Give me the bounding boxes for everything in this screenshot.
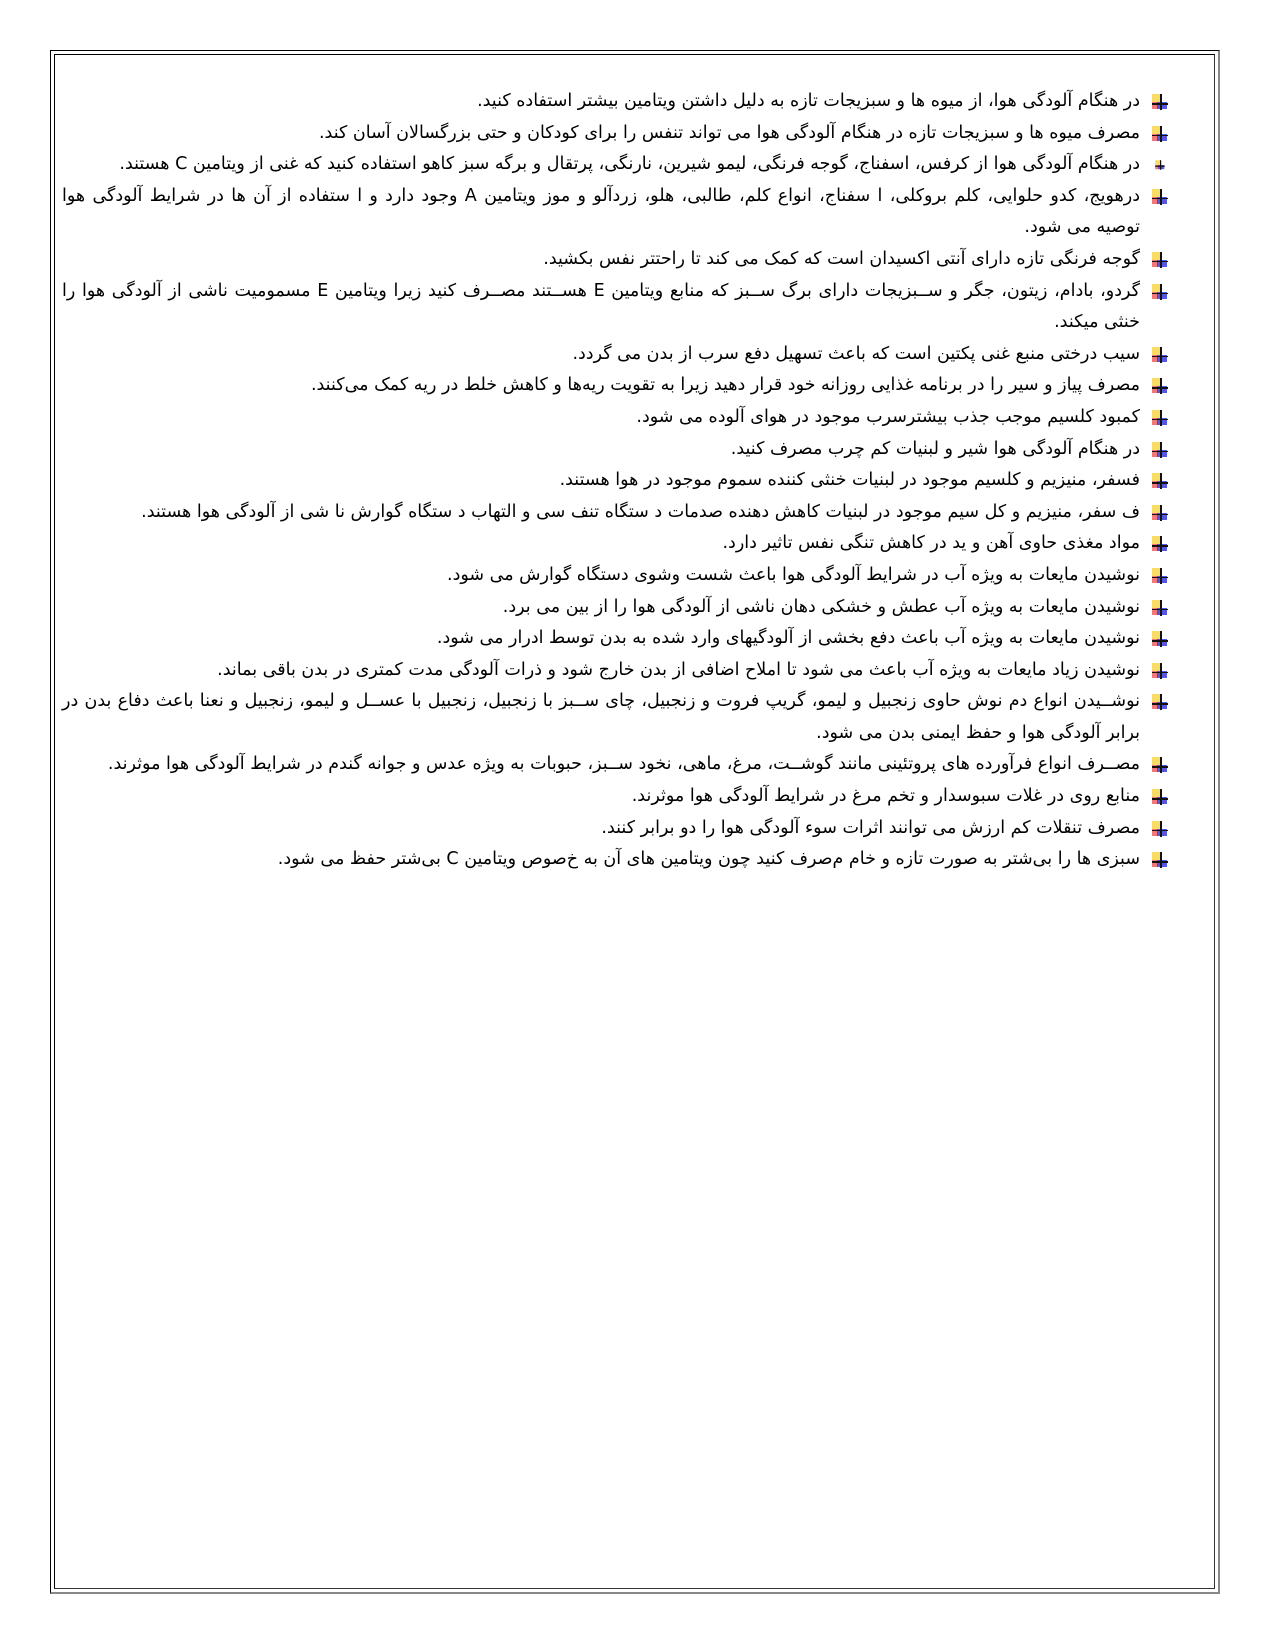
list-item	[62, 497, 1168, 529]
plus-square-bullet-icon	[1152, 757, 1168, 773]
tip-text: مواد مغذی حاوی آهن و ید در کاهش تنگی نفس تاثیر دارد.	[722, 533, 1140, 554]
list-item	[62, 181, 1168, 244]
list-item	[62, 276, 1168, 339]
list-item	[62, 118, 1168, 150]
tip-text: منابع روی در غلات سبوسدار و تخم مرغ در شرایط آلودگی هوا موثرند.	[631, 786, 1140, 807]
list-item	[62, 655, 1168, 687]
list-item	[62, 623, 1168, 655]
tip-text: فسفر، منیزیم و کلسیم موجود در لبنیات خنثی کننده سموم موجود در هوا هستند.	[559, 470, 1140, 491]
list-item	[62, 465, 1168, 497]
list-item	[62, 781, 1168, 813]
tip-text: درهویج، کدو حلوایی، کلم بروکلی، ا سفناج، انواع کلم، طالبی، هلو، زردآلو و موز ویتامین A وجود دارد و ا ستفاده از آن ها در شرایط آلودگی هوا توصیه می شود.	[62, 185, 1140, 238]
plus-square-bullet-icon	[1152, 284, 1168, 300]
plus-square-bullet-icon	[1152, 94, 1168, 110]
list-item	[62, 528, 1168, 560]
list-item	[62, 86, 1168, 118]
plus-square-bullet-icon	[1152, 852, 1168, 868]
tip-text: مصرف پیاز و سیر را در برنامه غذایی روزانه خود قرار دهید زیرا به تقویت ریه‌ها و کاهش خلط در ریه کمک می‌کنند.	[310, 375, 1140, 396]
plus-square-bullet-icon	[1152, 600, 1168, 616]
tip-text: ف سفر، منیزیم و کل سیم موجود در لبنیات کاهش دهنده صدمات د ستگاه تنف سی و التهاب د ستگاه گوارش نا شی از آلودگی هوا هستند.	[141, 501, 1140, 522]
plus-square-bullet-icon	[1152, 789, 1168, 805]
list-item	[62, 560, 1168, 592]
tip-text: نوشیدن مایعات به ویژه آب در شرایط آلودگی هوا باعث شست وشوی دستگاه گوارش می شود.	[447, 564, 1140, 585]
tip-text: نوشیدن مایعات به ویژه آب عطش و خشکی دهان ناشی از آلودگی هوا را از بین می برد.	[502, 596, 1140, 617]
plus-square-bullet-icon	[1152, 442, 1168, 458]
tip-text: سیب درختی منبع غنی پکتین است که باعث تسهیل دفع سرب از بدن می گردد.	[572, 343, 1140, 364]
plus-square-bullet-icon	[1152, 252, 1168, 268]
plus-square-bullet-icon	[1152, 505, 1168, 521]
list-item	[62, 844, 1168, 876]
tip-text: در هنگام آلودگی هوا از کرفس، اسفناج، گوجه فرنگی، لیمو شیرین، نارنگی، پرتقال و برگه سبز کاهو استفاده کنید که غنی از ویتامین C هستند.	[119, 154, 1140, 175]
plus-square-bullet-icon	[1152, 821, 1168, 837]
list-item	[62, 244, 1168, 276]
plus-square-bullet-icon	[1152, 378, 1168, 394]
list-item	[62, 749, 1168, 781]
list-item	[62, 813, 1168, 845]
tip-text: مصرف میوه ها و سبزیجات تازه در هنگام آلودگی هوا می تواند تنفس را برای کودکان و حتی بزرگسالان آسان کند.	[318, 122, 1140, 143]
plus-square-bullet-icon	[1155, 160, 1165, 170]
plus-square-bullet-icon	[1152, 126, 1168, 142]
plus-square-bullet-icon	[1152, 347, 1168, 363]
tip-text: مصرف تنقلات کم ارزش می توانند اثرات سوء آلودگی هوا را دو برابر کنند.	[601, 817, 1140, 838]
tip-text: نوشــیدن انواع دم نوش حاوی زنجبیل و لیمو، گریپ فروت و زنجبیل، چای ســبز با زنجبیل، زنجبیل با عســل و لیمو، زنجبیل و نعنا باعث دفاع بدن در برابر آلودگی هوا و حفظ ایمنی بدن می شود.	[62, 691, 1140, 743]
document-body	[62, 86, 1168, 876]
tip-text: نوشیدن مایعات به ویژه آب باعث دفع بخشی از آلودگیهای وارد شده به بدن توسط ادرار می شود.	[436, 628, 1140, 649]
list-item	[62, 339, 1168, 371]
plus-square-bullet-icon	[1152, 568, 1168, 584]
plus-square-bullet-icon	[1152, 631, 1168, 647]
tip-text: در هنگام آلودگی هوا شیر و لبنیات کم چرب مصرف کنید.	[730, 438, 1140, 459]
plus-square-bullet-icon	[1152, 473, 1168, 489]
list-item	[62, 402, 1168, 434]
list-item	[62, 686, 1168, 749]
plus-square-bullet-icon	[1152, 536, 1168, 552]
list-item	[62, 149, 1168, 181]
nutrition-tips-list	[62, 86, 1168, 876]
plus-square-bullet-icon	[1152, 189, 1168, 205]
tip-text: سبزی ها را بی‌شتر به صورت تازه و خام م‌صرف کنید چون ویتامین های آن به خ‌صوص ویتامین C بی‌شتر حفظ می شود.	[277, 849, 1140, 870]
list-item	[62, 434, 1168, 466]
plus-square-bullet-icon	[1152, 663, 1168, 679]
tip-text: مصــرف انواع فرآورده های پروتئینی مانند گوشــت، مرغ، ماهی، نخود ســبز، حبوبات به ویژه عدس و جوانه گندم در شرایط آلودگی هوا موثرند.	[107, 754, 1140, 775]
plus-square-bullet-icon	[1152, 694, 1168, 710]
tip-text: گردو، بادام، زیتون، جگر و ســبزیجات دارای برگ ســبز که منابع ویتامین E هســتند مصــرف کنید زیرا ویتامین E مسمومیت ناشی از آلودگی هوا را خنثی میکند.	[62, 280, 1140, 333]
tip-text: در هنگام آلودگی هوا، از میوه ها و سبزیجات تازه به دلیل داشتن ویتامین بیشتر استفاده کنید.	[477, 91, 1140, 111]
tip-text: کمبود کلسیم موجب جذب بیشترسرب موجود در هوای آلوده می شود.	[636, 406, 1140, 427]
list-item	[62, 592, 1168, 624]
list-item	[62, 370, 1168, 402]
plus-square-bullet-icon	[1152, 410, 1168, 426]
tip-text: نوشیدن زیاد مایعات به ویژه آب باعث می شود تا املاح اضافی از بدن خارج شود و ذرات آلودگی مدت کمتری در بدن باقی بماند.	[217, 659, 1140, 680]
tip-text: گوجه فرنگی تازه دارای آنتی اکسیدان است که کمک می کند تا راحتتر نفس بکشید.	[543, 248, 1140, 269]
